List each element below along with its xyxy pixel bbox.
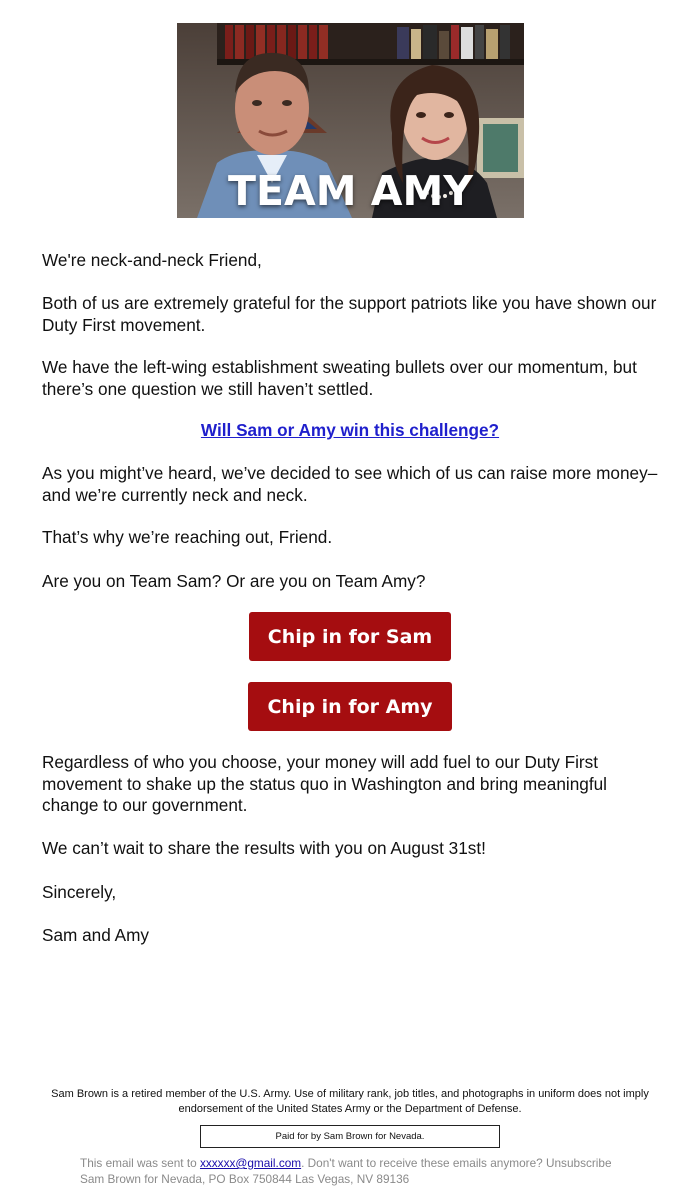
footer-address: Sam Brown for Nevada, PO Box 750844 Las Vegas, NV 89136 xyxy=(80,1172,410,1186)
paragraph-establishment: We have the left-wing establishment sweating bullets over our momentum, but there’s one question we still haven’t settled. xyxy=(42,357,637,399)
footer-sent-to xyxy=(80,1156,640,1172)
paragraph-regardless: Regardless of who you choose, your money will add fuel to our Duty First movement to shake up the status quo in Washington and bring meaningful change to our government. xyxy=(42,752,607,815)
paid-for-box xyxy=(200,1125,500,1148)
greeting: We're neck-and-neck Friend, xyxy=(42,250,262,270)
hero-image xyxy=(177,23,524,218)
paragraph-reaching-out: That’s why we’re reaching out, Friend. xyxy=(42,527,333,547)
paragraph-team-question: Are you on Team Sam? Or are you on Team Amy? xyxy=(42,571,426,591)
challenge-link[interactable]: Will Sam or Amy win this challenge? xyxy=(200,420,500,440)
hero-title: TEAM AMY xyxy=(228,167,473,215)
paragraph-grateful: Both of us are extremely grateful for the support patriots like you have shown our Duty First movement. xyxy=(42,293,657,335)
paragraph-results: We can’t wait to share the results with you on August 31st! xyxy=(42,838,486,858)
recipient-email-link[interactable]: xxxxxx@gmail.com xyxy=(199,1156,302,1170)
military-disclaimer: Sam Brown is a retired member of the U.S. Army. Use of military rank, job titles, and photographs in uniform does not imply endorsement of the United States Army or the Department of Defense. xyxy=(51,1088,649,1115)
chip-in-amy-button[interactable]: Chip in for Amy xyxy=(248,682,452,731)
chip-in-sam-button[interactable]: Chip in for Sam xyxy=(249,612,451,661)
challenge-link-row xyxy=(0,420,700,442)
sent-to-prefix: This email was sent to xyxy=(80,1156,200,1170)
closing: Sincerely, xyxy=(42,882,117,902)
unsubscribe-text[interactable]: . Don't want to receive these emails anymore? Unsubscribe xyxy=(301,1156,612,1170)
signature: Sam and Amy xyxy=(42,925,149,945)
paragraph-raise-money: As you might’ve heard, we’ve decided to see which of us can raise more money–and we’re currently neck and neck. xyxy=(42,463,658,505)
paid-for-text: Paid for by Sam Brown for Nevada. xyxy=(275,1131,425,1142)
